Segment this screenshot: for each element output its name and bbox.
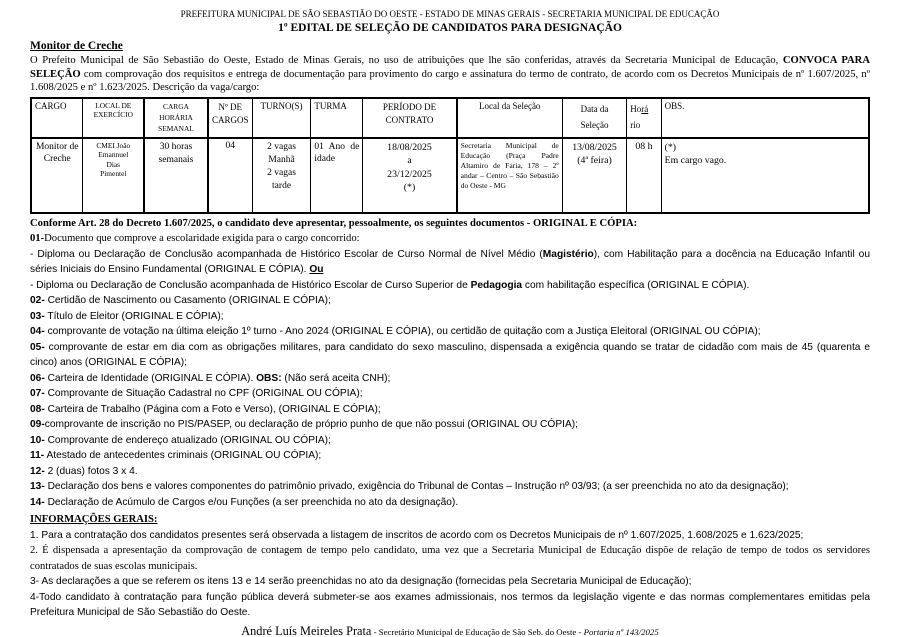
signatory-role: Secretário Municipal de Educação de São Seb. do Oeste - bbox=[378, 626, 584, 637]
cell-local-selecao: Secretaria Municipal de Educação (Praça Padre Altamiro de Faria, 178 – 2º andar – Centro – São Sebastião do Oeste - MG bbox=[457, 138, 563, 213]
col-header-turma: TURMA bbox=[311, 98, 363, 138]
general-info-heading: INFORMAÇÕES GERAIS: bbox=[30, 514, 158, 526]
cell-periodo-contrato: 18/08/2025 a 23/12/2025 (*) bbox=[363, 138, 457, 213]
signature-line bbox=[30, 623, 870, 637]
document-header-line: PREFEITURA MUNICIPAL DE SÃO SEBASTIÃO DO OESTE - ESTADO DE MINAS GERAIS - SECRETARIA MUNICIPAL DE EDUCAÇÃO bbox=[180, 9, 720, 19]
intro-paragraph: O Prefeito Municipal de São Sebastião do Oeste, Estado de Minas Gerais, no uso de atribuições que lhe são conferidas, através da Secretaria Municipal de Educação, CONVOCA PARA SELEÇÃO com comprovação dos requisitos e entrega de documentação para provimento do cargo e assinatura do termo de contrato, de acordo com os Decretos Municipais de nº 1.607/2025, nº 1.608/2025 e nº 1.623/2025. Descrição da vaga/cargo: bbox=[30, 55, 870, 94]
position-title: Monitor de Creche bbox=[30, 40, 123, 52]
documents-heading: Conforme Art. 28 do Decreto 1.607/2025, o candidato deve apresentar, pessoalmente, os seguintes documentos - ORIGINAL E CÓPIA: bbox=[30, 217, 638, 229]
document-line: 12- 2 (duas) fotos 3 x 4. bbox=[30, 465, 138, 477]
document-line: 03- Título de Eleitor (ORIGINAL E CÓPIA); bbox=[30, 310, 224, 322]
table-row bbox=[31, 138, 869, 213]
document-line: 09-comprovante de inscrição no PIS/PASEP, ou declaração de próprio punho de que não possui (ORIGINAL OU CÓPIA); bbox=[30, 419, 578, 431]
cell-cargo: Monitor de Creche bbox=[31, 138, 83, 213]
document-line: 10- Comprovante de endereço atualizado (ORIGINAL OU CÓPIA); bbox=[30, 434, 331, 446]
col-header-data-selecao: Data da Seleção bbox=[562, 98, 627, 138]
col-header-local-exercicio: LOCAL DE EXERCÍCIO bbox=[83, 98, 144, 138]
document-line: 3- As declarações a que se referem os itens 13 e 14 serão preenchidas no ato da designação (fornecidas pela Secretaria Municipal de Educação); bbox=[30, 576, 692, 588]
document-line: 04- comprovante de votação na última eleição 1º turno - Ano 2024 (ORIGINAL E CÓPIA), ou certidão de quitação com a Justiça Eleitoral (ORIGINAL OU CÓPIA); bbox=[30, 326, 761, 338]
cell-carga-horaria: 30 horas semanais bbox=[144, 138, 208, 213]
document-line: 06- Carteira de Identidade (ORIGINAL E CÓPIA). OBS: (Não será aceita CNH); bbox=[30, 372, 391, 384]
document-line: 07- Comprovante de Situação Cadastral no CPF (ORIGINAL OU CÓPIA); bbox=[30, 388, 363, 400]
document-line: 02- Certidão de Nascimento ou Casamento (ORIGINAL E CÓPIA); bbox=[30, 295, 331, 307]
document-title: 1º EDITAL DE SELEÇÃO DE CANDIDATOS PARA DESIGNAÇÃO bbox=[278, 22, 622, 34]
document-line: 4-Todo candidato à contratação para função pública deverá submeter-se aos exames admissionais, nos termos da legislação vigente e das normas complementares emitidas pela Prefeitura Municipal de São Sebastião do Oeste. bbox=[30, 591, 870, 619]
document-line: 01-Documento que comprove a escolaridade exigida para o cargo concorrido: bbox=[30, 233, 360, 245]
vacancy-table bbox=[30, 97, 870, 214]
signatory-name: André Luís Meireles Prata bbox=[241, 623, 372, 637]
cell-local-exercicio: CMEI João Emannuel Dias Pimentel bbox=[83, 138, 144, 213]
col-header-carga-horaria: CARGA HORÁRIA SEMANAL bbox=[144, 98, 208, 138]
signature-portaria: Portaria nº 143/2025 bbox=[583, 626, 659, 637]
document-line: 14- Declaração de Acúmulo de Cargos e/ou Funções (a ser preenchida no ato da designação). bbox=[30, 496, 459, 508]
cell-numero-cargos: 04 bbox=[208, 138, 252, 213]
document-line: 08- Carteira de Trabalho (Página com a Foto e Verso), (ORIGINAL E CÓPIA); bbox=[30, 403, 381, 415]
col-header-periodo-contrato: PERÍODO DE CONTRATO bbox=[363, 98, 457, 138]
cell-data-selecao: 13/08/2025 (4ª feira) bbox=[562, 138, 627, 213]
col-header-cargo: CARGO bbox=[31, 98, 83, 138]
col-header-local-selecao: Local da Seleção bbox=[457, 98, 563, 138]
col-header-numero-cargos: Nº DE CARGOS bbox=[208, 98, 252, 138]
cell-horario: 08 h bbox=[627, 138, 661, 213]
cell-obs: (*) Em cargo vago. bbox=[661, 138, 869, 213]
col-header-obs: OBS. bbox=[661, 98, 869, 138]
documents-section bbox=[30, 216, 870, 511]
cell-turma: 01 Ano de idade bbox=[311, 138, 363, 213]
document-line: 13- Declaração dos bens e valores componentes do patrimônio privado, exigência do Tribunal de Contas – Instrução nº 03/93; (a ser preenchida no ato da designação); bbox=[30, 481, 789, 493]
col-header-turnos: TURNO(S) bbox=[252, 98, 311, 138]
col-header-horario: Horá rio bbox=[627, 98, 661, 138]
signature-dash: - bbox=[371, 626, 379, 637]
documents-list bbox=[30, 231, 870, 510]
document-line: 1. Para a contratação dos candidatos presentes será observada a listagem de inscritos de acordo com os Decretos Municipais de nº 1.607/2025, 1.608/2025 e 1.623/2025; bbox=[30, 529, 804, 541]
table-header-row bbox=[31, 98, 869, 138]
document-line: 05- comprovante de estar em dia com as obrigações militares, para candidato do sexo masculino, dispensada a exigência quando se tratar de cidadão com mais de 45 (quarenta e cinco) anos (ORIGINAL E CÓPIA); bbox=[30, 341, 870, 369]
document-line: - Diploma ou Declaração de Conclusão acompanhada de Histórico Escolar de Curso Superior de Pedagogia com habilitação específica (ORIGINAL E CÓPIA). bbox=[30, 279, 750, 291]
cell-turnos: 2 vagas Manhã 2 vagas tarde bbox=[252, 138, 311, 213]
document-line: - Diploma ou Declaração de Conclusão acompanhada de Histórico Escolar de Curso Normal de Nível Médio (Magistério), com Habilitação para a docência na Educação Infantil ou séries Iniciais do Ensino Fundamental (ORIGINAL E CÓPIA). Ou bbox=[30, 248, 870, 276]
document-line: 2. É dispensada a apresentação da comprovação de contagem de tempo pelo candidato, uma vez que a Secretaria Municipal de Educação dispõe de relação de tempo de todos os servidores contratados de suas escolas municipais. bbox=[30, 545, 870, 572]
document-line: 11- Atestado de antecedentes criminais (ORIGINAL OU CÓPIA); bbox=[30, 450, 322, 462]
general-info-section bbox=[30, 512, 870, 621]
general-info-list bbox=[30, 528, 870, 621]
